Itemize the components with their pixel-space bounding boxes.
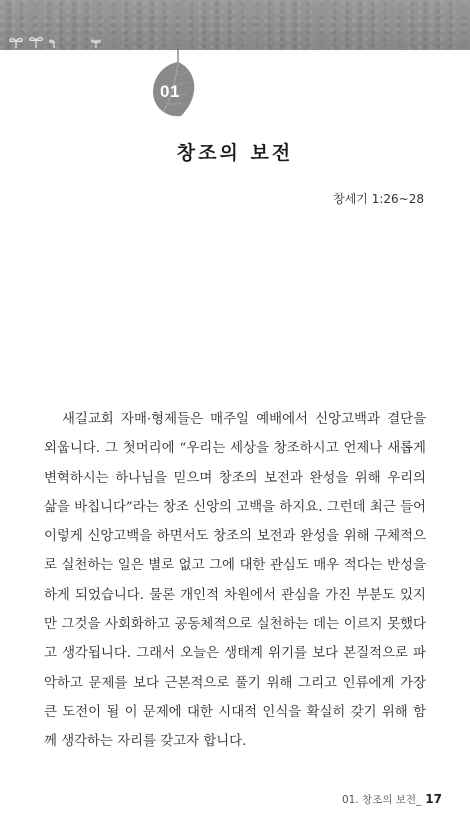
page-number: 17 xyxy=(425,792,442,806)
page-footer xyxy=(342,792,442,807)
body-paragraph: 새길교회 자매·형제들은 매주일 예배에서 신앙고백과 결단을 외웁니다. 그 첫머리에 “우리는 세상을 창조하시고 언제나 새롭게 변혁하시는 하나님을 믿으며 창조의 보전과 완성을 위해 우리의 삶을 바칩니다”라는 창조 신앙의 고백을 하지요. 그런데 최근 들어 이렇게 신앙고백을 하면서도 창조의 보전과 완성을 위해 구체적으로 실천하는 일은 별로 없고 그에 대한 관심도 매우 적다는 반성을 하게 되었습니다. 물론 개인적 차원에서 관심을 가진 부분도 있지만 그것을 사회화하고 공동체적으로 실천하는 데는 이르지 못했다고 생각됩니다. 그래서 오늘은 생태계 위기를 보다 본질적으로 파악하고 문제를 보다 근본적으로 풀기 위해 그리고 인류에게 가장 큰 도전이 될 이 문제에 대한 시대적 인식을 확실히 갖기 위해 함께 생각하는 자리를 갖고자 합니다. xyxy=(44,412,426,750)
running-title: 01. 창조의 보전_ xyxy=(341,794,422,806)
sprout-decoration xyxy=(6,32,86,50)
chapter-title: 창조의 보전 xyxy=(176,142,294,164)
sprout-small-icon xyxy=(88,36,104,48)
scripture-reference: 창세기 1:26~28 xyxy=(333,192,424,206)
chapter-number: 01 xyxy=(160,82,180,101)
